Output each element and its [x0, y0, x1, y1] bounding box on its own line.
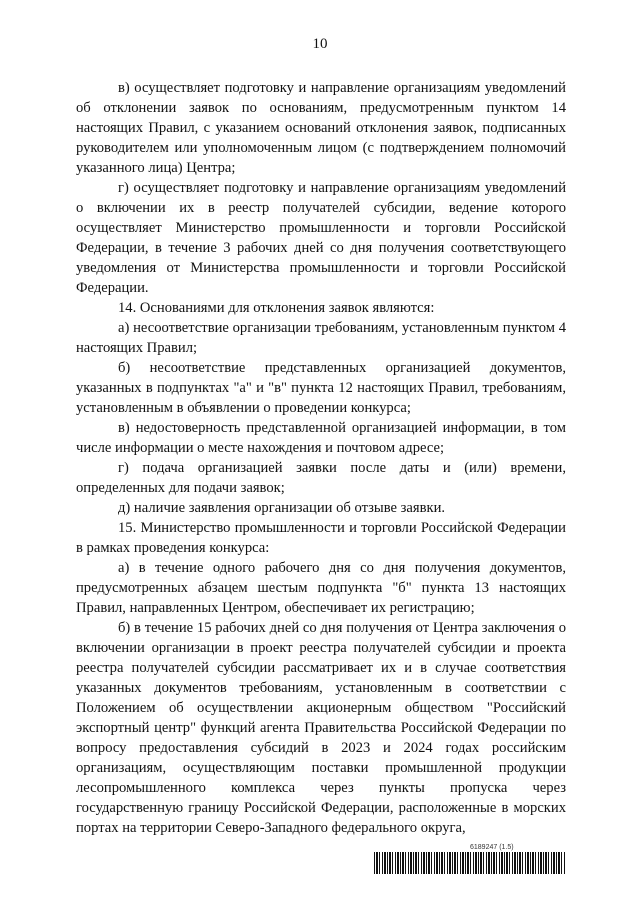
paragraph-13g: г) осуществляет подготовку и направление организациям уведомлений о включении их в реестр получателей субсидии, ведение которого осуществляет Министерство промышленности и торговли Российской Федерации, в течение 3 рабочих дней со дня получения соответствующего уведомления от Министерства промышленности и торговли Российской Федерации. — [76, 180, 566, 296]
paragraph-13v: в) осуществляет подготовку и направление организациям уведомлений об отклонении заявок по основаниям, предусмотренным пунктом 14 настоящих Правил, с указанием оснований отклонения заявок, подписанных руководителем или уполномоченным лицом (с подтверждением полномочий указанного лица) Центра; — [76, 80, 566, 176]
document-body — [76, 78, 566, 838]
paragraph-14d: д) наличие заявления организации об отзыве заявки. — [118, 500, 446, 516]
paragraph-14g: г) подача организацией заявки после даты и (или) времени, определенных для подачи заявок; — [76, 460, 566, 496]
page-number: 10 — [312, 36, 328, 52]
paragraph-15a: а) в течение одного рабочего дня со дня получения документов, предусмотренных абзацем шестым подпункта "б" пункта 13 настоящих Правил, направленных Центром, обеспечивает их регистрацию; — [76, 560, 566, 616]
paragraph-14-heading: 14. Основаниями для отклонения заявок являются: — [118, 300, 435, 316]
paragraph-15b: б) в течение 15 рабочих дней со дня получения от Центра заключения о включении организации в проект реестра получателей субсидии и проекта реестра получателей субсидии рассматривает их и в случае соответствия указанных документов требованиям, установленным в соответствии с Положением об осуществлении акционерным обществом "Российский экспортный центр" функций агента Правительства Российской Федерации по вопросу предоставления субсидий в 2023 и 2024 годах российским организациям, осуществляющим поставки промышленной продукции лесопромышленного комплекса через пункты пропуска через государственную границу Российской Федерации, расположенные в морских портах на территории Северо-Западного федерального округа, — [76, 620, 566, 836]
paragraph-15-heading: 15. Министерство промышленности и торговли Российской Федерации в рамках проведения конкурса: — [76, 520, 566, 556]
paragraph-14a: а) несоответствие организации требованиям, установленным пунктом 4 настоящих Правил; — [76, 320, 566, 356]
paragraph-14b: б) несоответствие представленных организацией документов, указанных в подпунктах "а" и "в" пункта 12 настоящих Правил, требованиям, установленным в объявлении о проведении конкурса; — [76, 360, 566, 416]
barcode-icon — [374, 852, 566, 874]
paragraph-14v: в) недостоверность представленной организацией информации, в том числе информации о месте нахождения и почтовом адресе; — [76, 420, 566, 456]
document-code: 6189247 (1.5) — [470, 844, 514, 851]
